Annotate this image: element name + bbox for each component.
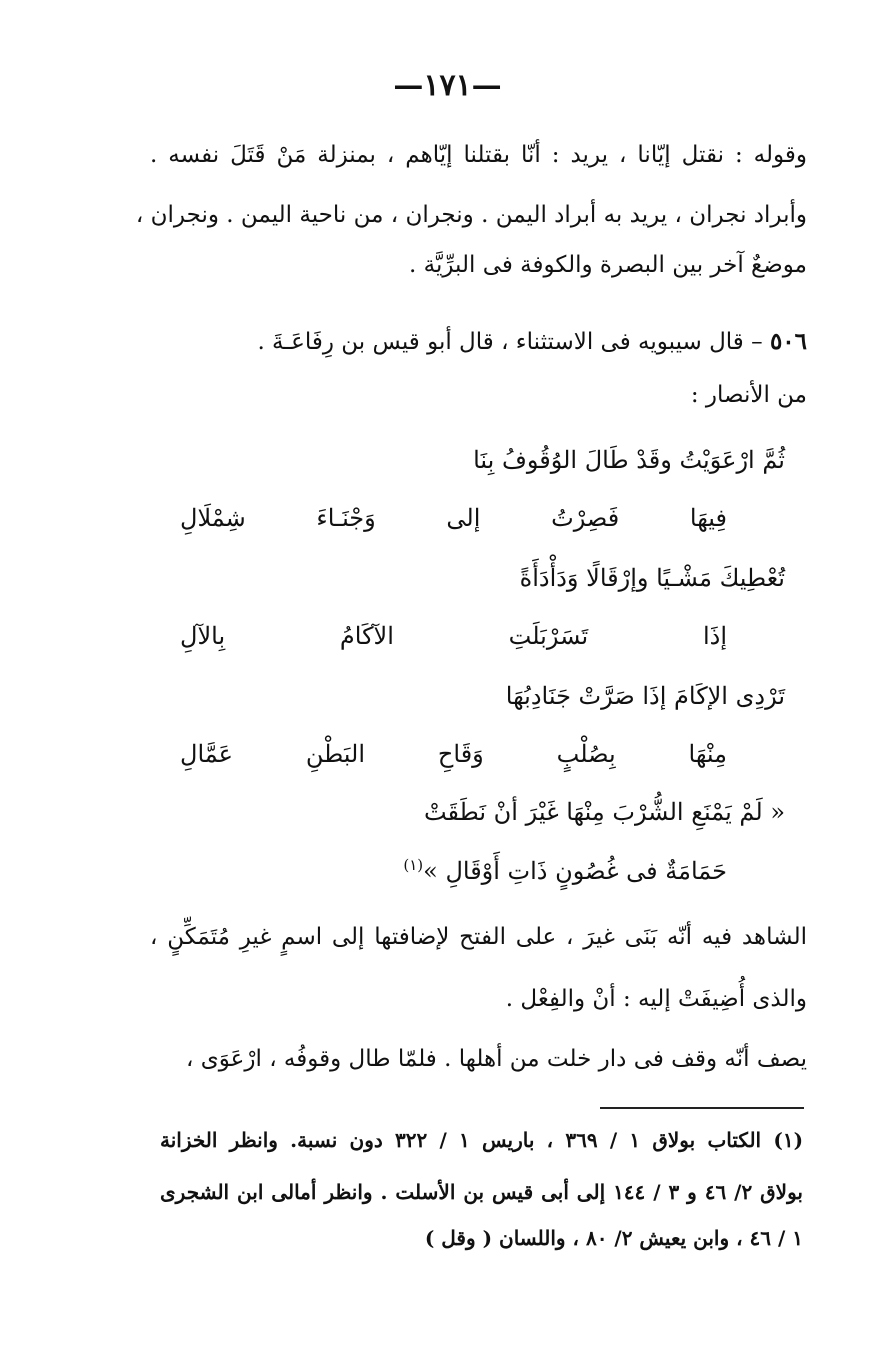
footnote-line: بولاق ٢/ ٤٦ و ٣ / ١٤٤ إلى أبى قيس بن الأسلت . وانظر أمالى ابن الشجرى bbox=[160, 1180, 803, 1204]
verse-second-half: فِيهَا فَصِرْتُ إلى وَجْنَـاءَ شِمْلَالِ bbox=[180, 504, 727, 532]
entry-heading-text: – قال سيبويه فى الاستثناء ، قال أبو قيس بن رِفَاعَـةَ . bbox=[257, 329, 770, 355]
entry-number: ٥٠٦ bbox=[769, 328, 807, 355]
verse-second-half: مِنْهَا بِصُلْبٍ وَقَاحِ البَطْنِ عَمَّالِ bbox=[180, 740, 727, 768]
footnote-separator bbox=[600, 1107, 804, 1109]
commentary-line: والذى أُضِيفَتْ إليه : أنْ والفِعْل . bbox=[505, 986, 807, 1012]
footnote-reference[interactable]: (١) bbox=[403, 856, 424, 874]
footnote-line: (١) الكتاب بولاق ١ / ٣٦٩ ، باريس ١ / ٣٢٢ دون نسبة. وانظر الخزانة bbox=[160, 1128, 804, 1152]
verse-first-half: ثُمَّ ارْعَوَيْتُ وقَدْ طَالَ الوُقُوفُ بِنَا bbox=[473, 446, 785, 474]
verse-second-half bbox=[403, 856, 727, 886]
verse-second-half: إذَا تَسَرْبَلَتِ الآكَامُ بِالآلِ bbox=[180, 622, 727, 650]
paragraph-line: موضعٌ آخر بين البصرة والكوفة فى البرِّيَّة . bbox=[409, 252, 807, 278]
paragraph-line: من الأنصار : bbox=[690, 382, 807, 408]
verse-second-half-text: حَمَامَةٌ فى غُصُونٍ ذَاتِ أَوْقَالِ » bbox=[423, 857, 727, 885]
verse-first-half: تُعْطِيكَ مَشْـيًا وإرْقَالًا وَدَأْدَأَةً bbox=[519, 564, 785, 592]
commentary-line: الشاهد فيه أنّه بَنَى غيرَ ، على الفتح لإضافتها إلى اسمٍ غيرِ مُتَمَكِّنٍ ، bbox=[150, 924, 807, 950]
verse-first-half: « لَمْ يَمْنَعِ الشُّرْبَ مِنْهَا غَيْرَ أنْ نَطَقَتْ bbox=[423, 798, 785, 826]
commentary-line: يصف أنّه وقف فى دار خلت من أهلها . فلمّا طال وقوفُه ، ارْعَوَى ، bbox=[186, 1046, 807, 1072]
paragraph-line: وقوله : نقتل إيّانا ، يريد : أنّا بقتلنا إيّاهم ، بمنزلة مَنْ قَتَلَ نفسه . bbox=[150, 142, 807, 168]
footnote-line: ١ / ٤٦ ، وابن يعيش ٢/ ٨٠ ، واللسان ( وقل ) bbox=[424, 1226, 803, 1250]
paragraph-line: وأبراد نجران ، يريد به أبراد اليمن . ونجران ، من ناحية اليمن . ونجران ، bbox=[135, 202, 807, 228]
page-number: —١٧١— bbox=[393, 68, 502, 103]
entry-heading bbox=[150, 328, 807, 357]
verse-first-half: تَرْدِى الإكَامَ إذَا صَرَّتْ جَنَادِبُهَا bbox=[505, 682, 785, 710]
